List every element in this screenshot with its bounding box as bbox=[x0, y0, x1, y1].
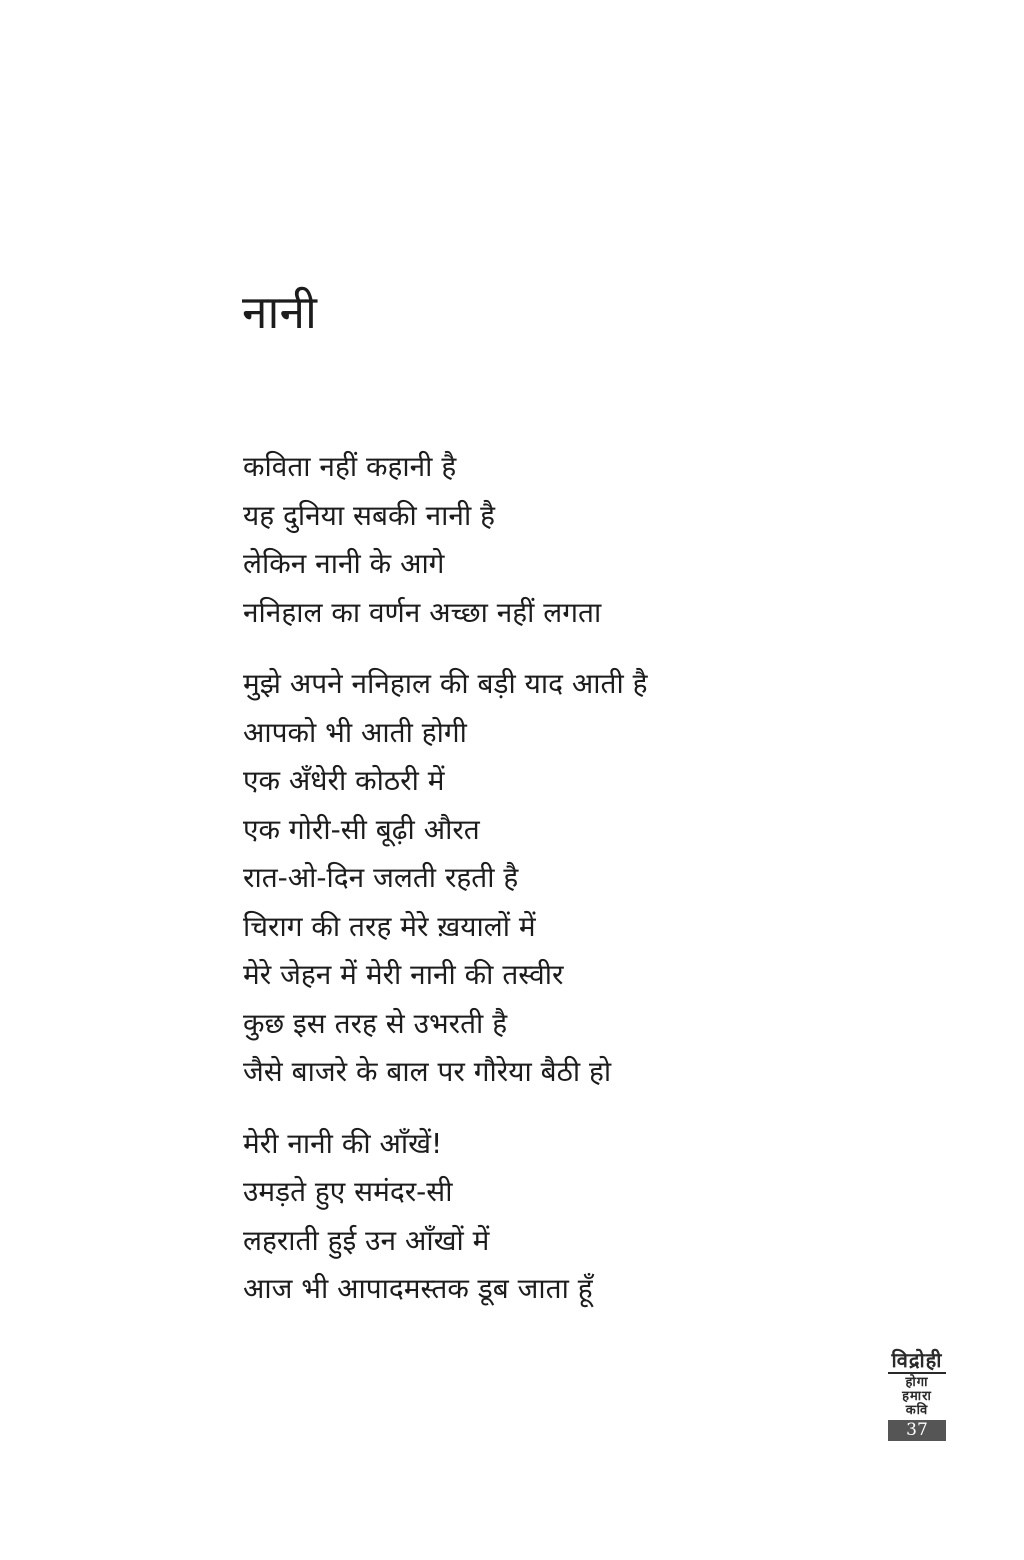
stanza-1 bbox=[243, 443, 883, 637]
poem-line: मुझे अपने ननिहाल की बड़ी याद आती है bbox=[243, 667, 648, 700]
poem-line: लेकिन नानी के आगे bbox=[243, 547, 445, 580]
poem-line: जैसे बाजरे के बाल पर गौरेया बैठी हो bbox=[243, 1055, 612, 1088]
book-logo bbox=[888, 1350, 946, 1441]
logo-word: विद्रोही bbox=[888, 1350, 946, 1374]
stanza-3 bbox=[243, 1120, 883, 1314]
poem-line: ननिहाल का वर्णन अच्छा नहीं लगता bbox=[243, 595, 602, 629]
logo-word: होगा bbox=[905, 1375, 929, 1390]
poem-line: चिराग की तरह मेरे ख़यालों में bbox=[243, 909, 536, 943]
stanza-2 bbox=[243, 660, 883, 1097]
poem-line: यह दुनिया सबकी नानी है bbox=[243, 498, 495, 532]
poem-line: आपको भी आती होगी bbox=[243, 715, 467, 749]
poem-line: एक गोरी-सी बूढ़ी औरत bbox=[243, 812, 480, 846]
logo-word: कवि bbox=[905, 1403, 929, 1418]
logo-word: हमारा bbox=[902, 1389, 932, 1404]
poem-line: लहराती हुई उन आँखों में bbox=[243, 1223, 490, 1257]
poem-line: एक अँधेरी कोठरी में bbox=[243, 764, 445, 797]
poem-title: नानी bbox=[242, 285, 317, 339]
poem-line: कविता नहीं कहानी है bbox=[243, 450, 457, 483]
page-number: 37 bbox=[888, 1420, 946, 1441]
poem-line: मेरे जेहन में मेरी नानी की तस्वीर bbox=[243, 958, 564, 991]
poem-line: कुछ इस तरह से उभरती है bbox=[243, 1006, 508, 1040]
poem-line: रात-ओ-दिन जलती रहती है bbox=[243, 861, 519, 894]
poem-line: मेरी नानी की आँखें! bbox=[243, 1126, 443, 1160]
poem-line: आज भी आपादमस्तक डूब जाता हूँ bbox=[243, 1272, 593, 1305]
poem-body bbox=[243, 443, 883, 1337]
poem-line: उमड़ते हुए समंदर-सी bbox=[243, 1175, 453, 1208]
